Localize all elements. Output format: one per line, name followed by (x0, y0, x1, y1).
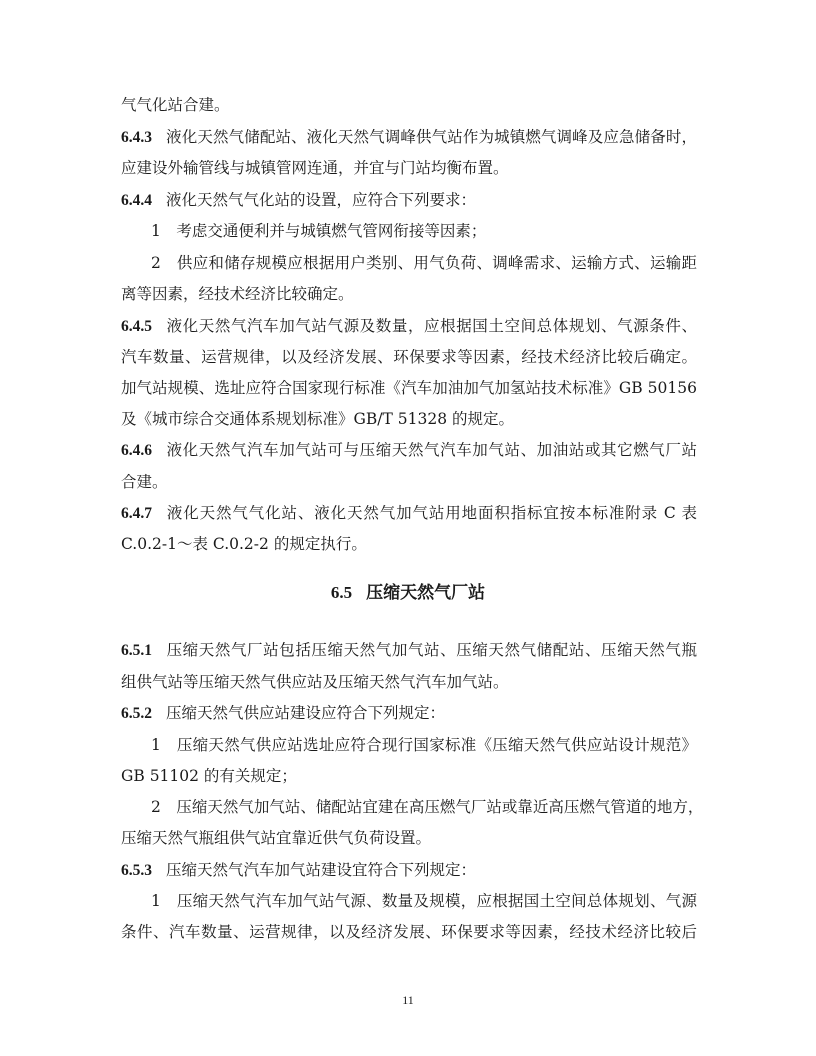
text-line: 应建设外输管线与城镇管网连通，并宜与门站均衡布置。 (121, 159, 509, 177)
section-number: 6.5 (330, 583, 353, 602)
clause-6-4-6: 6.4.6 液化天然气汽车加气站可与压缩天然气汽车加气站、加油站或其它燃气厂站 (121, 441, 697, 459)
clause-number: 6.4.3 (121, 129, 152, 146)
section-heading (0, 582, 816, 604)
list-item: 2 供应和储存规模应根据用户类别、用气负荷、调峰需求、运输方式、运输距 (151, 254, 697, 272)
clause-number: 6.4.4 (121, 192, 152, 209)
clause-6-4-7: 6.4.7 液化天然气气化站、液化天然气加气站用地面积指标宜按本标准附录 C 表 (121, 504, 697, 522)
clause-6-4-5: 6.4.5 液化天然气汽车加气站气源及数量，应根据国土空间总体规划、气源条件、 (121, 317, 697, 335)
clause-number: 6.4.7 (121, 505, 152, 522)
text-line: 条件、汽车数量、运营规律，以及经济发展、环保要求等因素，经技术经济比较后 (121, 923, 697, 941)
text-line: 汽车数量、运营规律，以及经济发展、环保要求等因素，经技术经济比较后确定。 (121, 348, 697, 366)
clause-6-4-4: 6.4.4 液化天然气气化站的设置，应符合下列要求： (121, 191, 477, 209)
text-line: 组供气站等压缩天然气供应站及压缩天然气汽车加气站。 (121, 673, 509, 691)
clause-6-4-3: 6.4.3 液化天然气储配站、液化天然气调峰供气站作为城镇燃气调峰及应急储备时， (121, 128, 697, 146)
clause-number: 6.4.6 (121, 442, 152, 459)
text-line: 压缩天然气瓶组供气站宜靠近供气负荷设置。 (121, 829, 432, 847)
clause-number: 6.5.3 (121, 862, 152, 879)
clause-6-5-3: 6.5.3 压缩天然气汽车加气站建设宜符合下列规定： (121, 861, 477, 879)
clause-6-5-1: 6.5.1 压缩天然气厂站包括压缩天然气加气站、压缩天然气储配站、压缩天然气瓶 (121, 641, 697, 659)
text-line: 加气站规模、选址应符合国家现行标准《汽车加油加气加氢站技术标准》GB 50156 (121, 379, 697, 397)
clause-number: 6.5.2 (121, 705, 152, 722)
text-line: 及《城市综合交通体系规划标准》GB/T 51328 的规定。 (121, 410, 514, 428)
clause-6-5-2: 6.5.2 压缩天然气供应站建设应符合下列规定： (121, 704, 446, 722)
list-item: 1 压缩天然气汽车加气站气源、数量及规模，应根据国土空间总体规划、气源 (151, 892, 697, 910)
clause-number: 6.5.1 (121, 642, 152, 659)
text-line: C.0.2-1～表 C.0.2-2 的规定执行。 (121, 535, 367, 553)
list-item: 1 压缩天然气供应站选址应符合现行国家标准《压缩天然气供应站设计规范》 (151, 736, 697, 754)
list-item: 1 考虑交通便利并与城镇燃气管网衔接等因素； (151, 222, 487, 240)
clause-number: 6.4.5 (121, 318, 152, 335)
text-line: 合建。 (121, 473, 168, 491)
list-item: 2 压缩天然气加气站、储配站宜建在高压燃气厂站或靠近高压燃气管道的地方， (151, 798, 704, 816)
text-line: GB 51102 的有关规定； (121, 767, 297, 785)
page-number: 11 (402, 993, 414, 1007)
text-line: 气气化站合建。 (121, 96, 230, 114)
section-title: 压缩天然气厂站 (366, 583, 486, 603)
text-line: 离等因素，经技术经济比较确定。 (121, 285, 354, 303)
